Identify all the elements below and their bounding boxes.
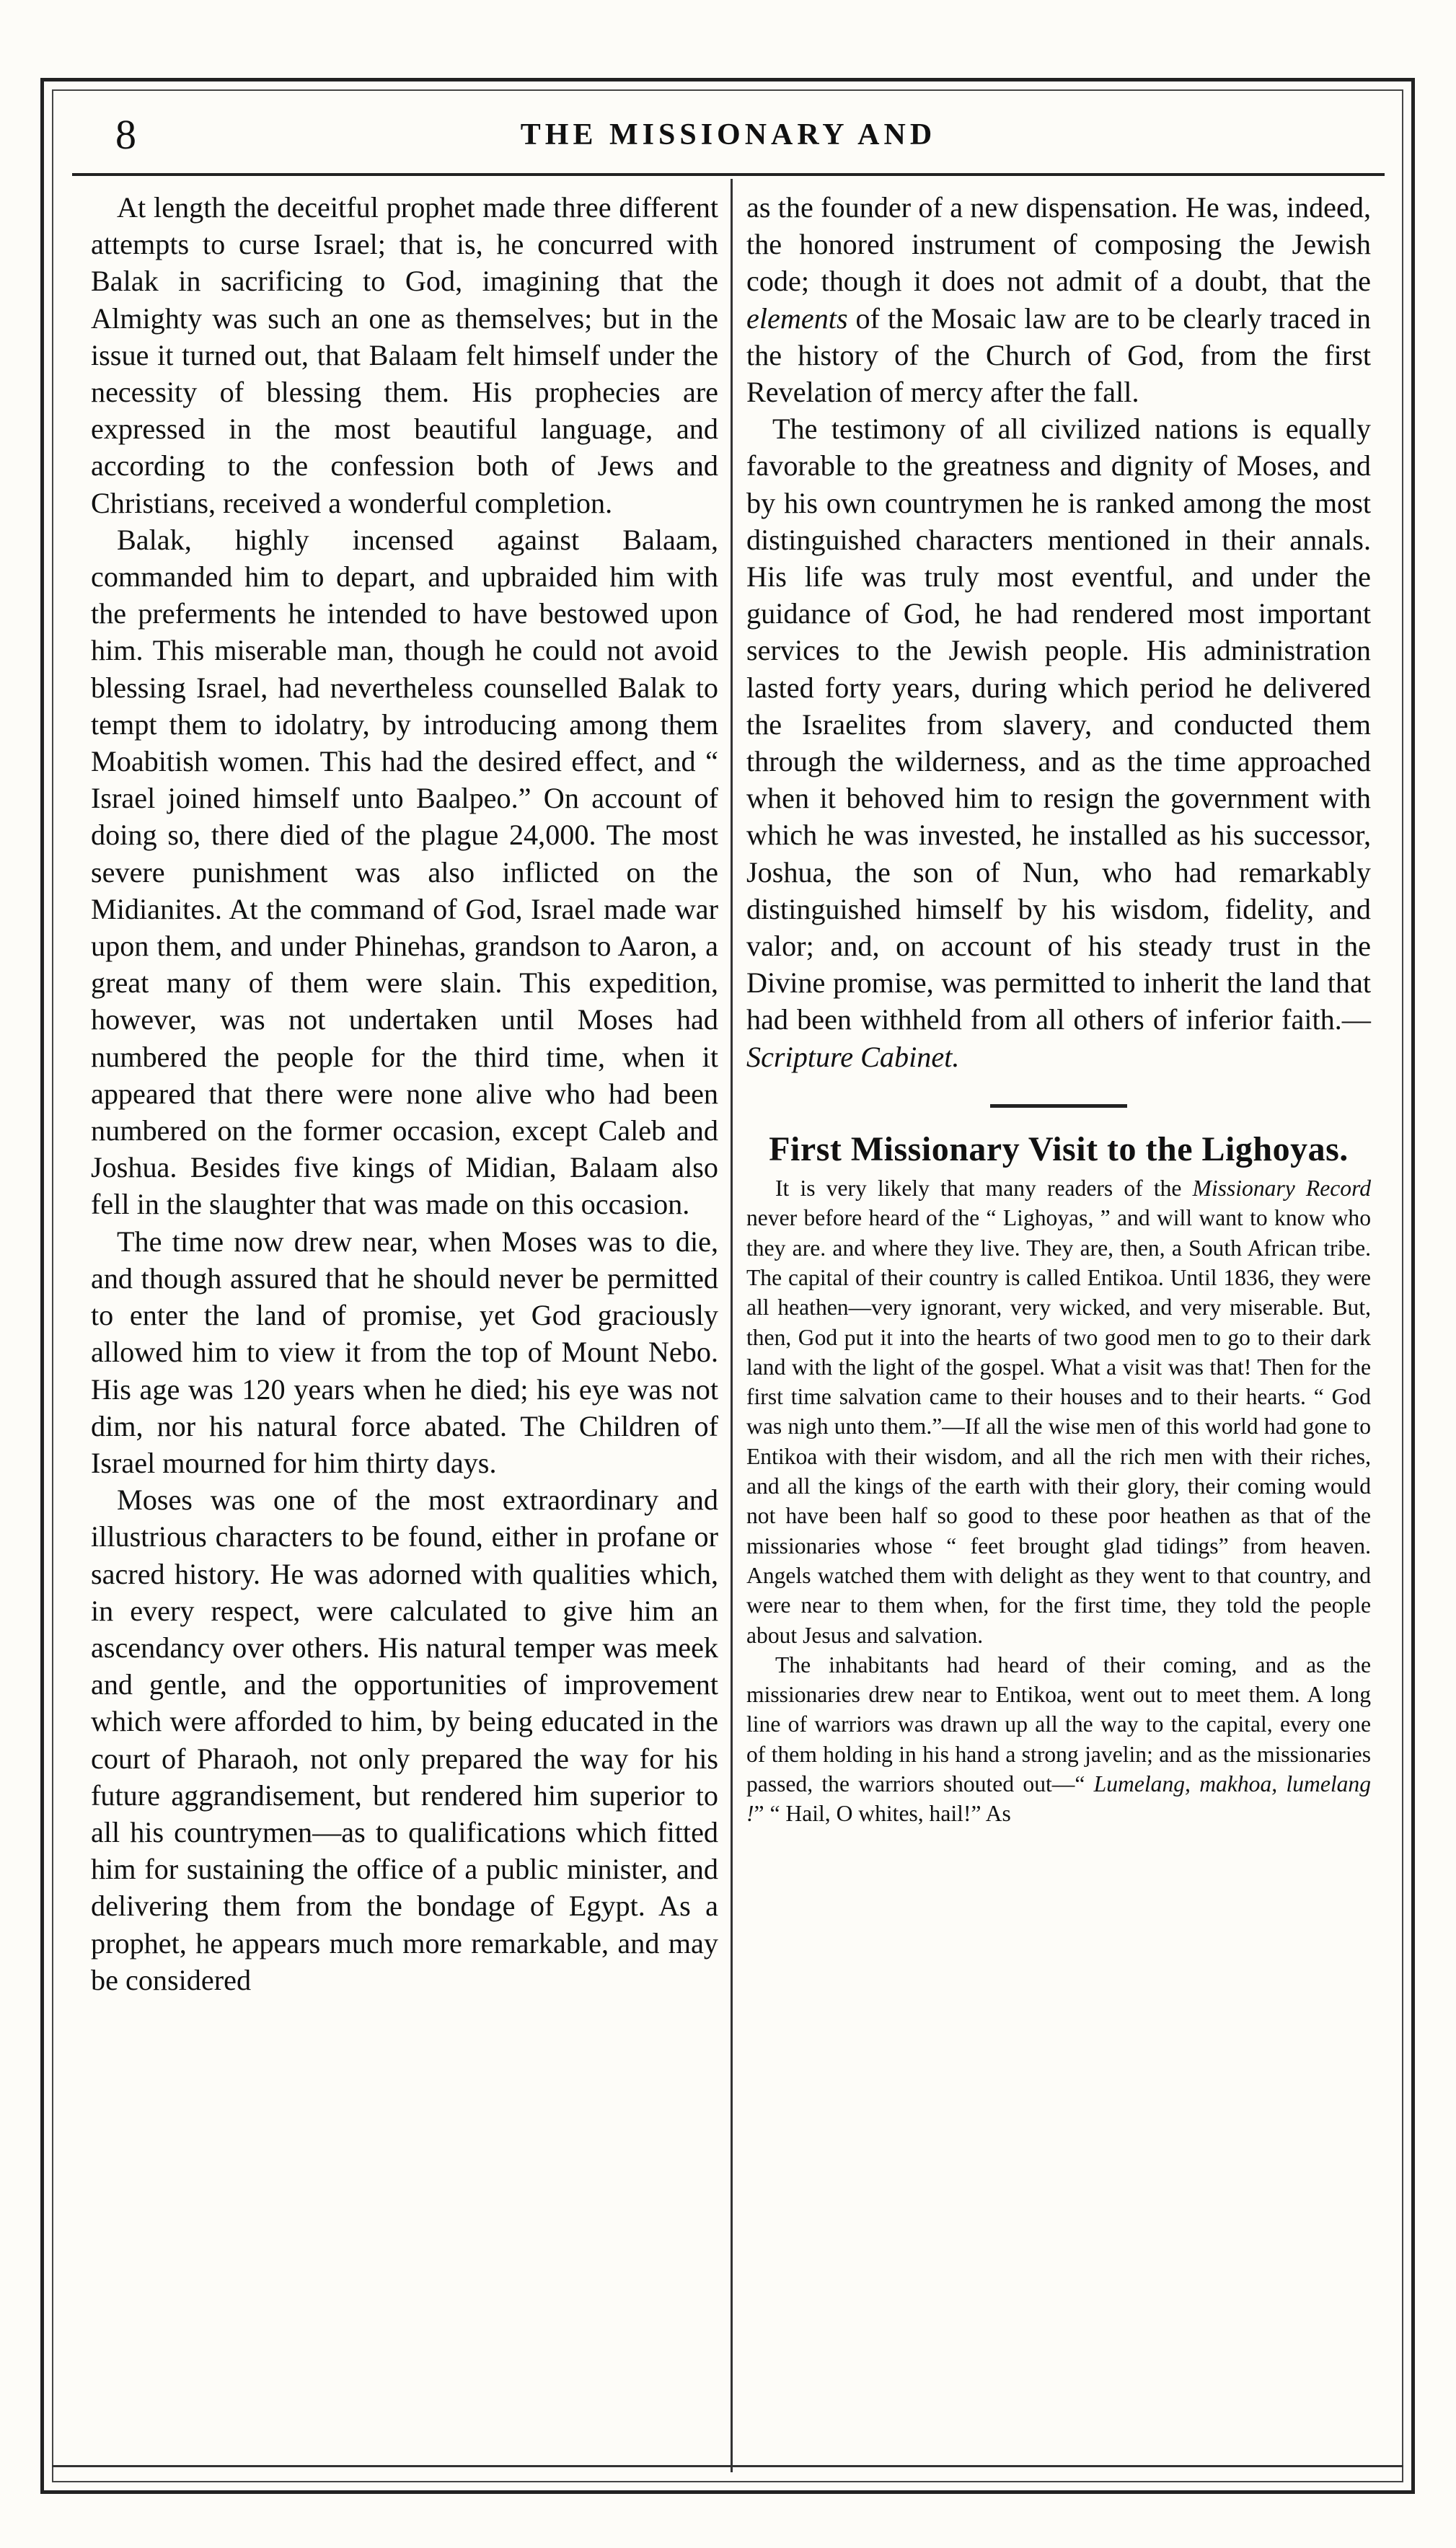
page-header (72, 105, 1385, 173)
lighoyas-p1-text-a: It is very likely that many readers of the (775, 1176, 1193, 1202)
lighoyas-paragraph-1 (746, 1173, 1371, 1650)
lighoyas-p2-emphasis: Lumelang, makhoa, lumelang ! (746, 1771, 1372, 1827)
running-head: THE MISSIONARY AND (520, 118, 937, 151)
left-paragraph-2: Balak, highly incensed against Balaam, commanded him to depart, and upbraided him with the preferments he intended to have bestowed upon him. This miserable man, though he could not avoid blessing Israel, had nevertheless counselled Balak to tempt them to idolatry, by introducing among them Moabitish women. This had the desired effect, and “ Israel joined himself unto Baalpeo.” On account of doing so, there died of the plague 24,000. The most severe punishment was also inflicted on the Midianites. At the command of God, Israel made war upon them, and under Phinehas, grandson to Aaron, a great many of them were slain. This expedition, however, was not undertaken until Moses had numbered the people for the third time, when it appeared that there were none alive who had been numbered on the former occasion, except Caleb and Joshua. Besides five kings of Midian, Balaam also fell in the slaughter that was made on this occasion. (91, 523, 718, 1221)
column-divider (731, 179, 733, 2472)
lighoyas-p2-text-b: ” “ Hail, O whites, hail!” As (754, 1801, 1011, 1827)
bottom-rule (52, 2465, 1403, 2467)
right-paragraph-2 (746, 410, 1371, 1075)
left-paragraph-4: Moses was one of the most extraordinary and illustrious characters to be found, either in profane or sacred history. He was adorned with qualities which, in every respect, were calculated to give him an ascendancy over others. His natural temper was meek and gentle, and the opportunities of improvement which were afforded to him, by being educated in the court of Pharaoh, not only prepared the way for his future aggrandisement, but rendered him superior to all his countrymen—as to qualifications which fitted him for sustaining the office of a public minister, and delivering them from the bondage of Egypt. As a prophet, he appears much more remarkable, and may be considered (91, 1484, 718, 1996)
lighoyas-p1-text-b: never before heard of the “ Lighoyas, ” and will want to know who they are. and where they live. They are, then, a South African tribe. The capital of their country is called Entikoa. Until 1836, they were all heathen—very ignorant, very wicked, and very miserable. But, then, God put it into the hearts of two good men to go to their dark land with the light of the gospel. What a visit was that! Then for the first time salvation came to their houses and to their hearts. “ God was nigh unto them.”—If all the wise men of this world had gone to Entikoa with their wisdom, and all the rich men with their riches, and all the kings of the earth with their glory, their coming would not have been half so good to these poor heathen as that of the missionaries whose “ feet brought glad tidings” from heaven. Angels watched them with delight as they went to that country, and were near to them when, for the first time, they told the people about Jesus and salvation. (746, 1205, 1371, 1648)
lighoyas-p1-emphasis: Missionary Record (1192, 1176, 1371, 1202)
lighoyas-paragraph-2 (746, 1650, 1371, 1829)
right-continuation-paragraph (746, 189, 1371, 410)
left-paragraph-1: At length the deceitful prophet made three different attempts to curse Israel; that is, he concurred with Balak in sacrificing to God, imagining that the Almighty was such an one as themselves; but in the issue it turned out, that Balaam felt himself under the necessity of blessing them. His prophecies are expressed in the most beautiful language, and according to the confession both of Jews and Christians, received a wonderful completion. (91, 191, 718, 519)
page-number: 8 (115, 111, 136, 158)
paragraph-2-text: The testimony of all civilized nations is equally favorable to the greatness and dignity of Moses, and by his own countrymen he is ranked among the most distinguished characters mentioned in their annals. His life was truly most eventful, and under the guidance of God, he had rendered most important services to the Jewish people. His administration lasted forty years, during which period he delivered the Israelites from slavery, and conducted them through the wilderness, and as the time approached when it behoved him to resign the government with which he was invested, he installed as his successor, Joshua, the son of Nun, who had remarkably distinguished himself by his wisdom, fidelity, and valor; and, on account of his steady trust in the Divine promise, was permitted to inherit the land that had been withheld from all others of inferior faith.— (746, 413, 1371, 1036)
lighoyas-article (746, 1173, 1371, 1829)
left-column (91, 189, 718, 1998)
section-title: First Missionary Visit to the Lighoyas. (769, 1129, 1349, 1168)
attribution: Scripture Cabinet. (746, 1040, 960, 1073)
continuation-emphasis: elements (746, 301, 848, 335)
header-rule (72, 173, 1385, 176)
left-paragraph-3: The time now drew near, when Moses was to die, and though assured that he should never be permitted to enter the land of promise, yet God graciously allowed him to view it from the top of Mount Nebo. His age was 120 years when he died; his eye was not dim, nor his natural force abated. The Children of Israel mourned for him thirty days. (91, 1225, 718, 1479)
lighoyas-p2-text-a: The inhabitants had heard of their coming, and as the missionaries drew near to Entikoa, went out to meet them. A long line of warriors was drawn up all the way to the capital, every one of them holding in his hand a strong javelin; and as the missionaries passed, the warriors shouted out—“ (746, 1652, 1371, 1797)
continuation-text-a: as the founder of a new dispensation. He was, indeed, the honored instrument of composing the Jewish code; though it does not admit of a doubt, that the (746, 191, 1371, 298)
continuation-text-b: of the Mosaic law are to be clearly traced in the history of the Church of God, from the first Revelation of mercy after the fall. (746, 301, 1371, 409)
section-separator-rule (990, 1104, 1127, 1108)
right-column (746, 189, 1371, 1829)
